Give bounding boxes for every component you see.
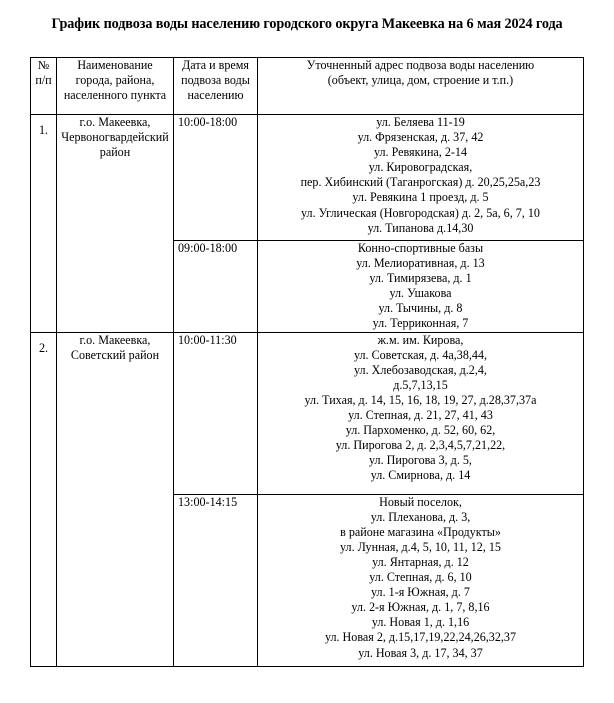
header-num-line: п/п	[35, 73, 52, 88]
row-num: 1.	[31, 115, 57, 333]
address-line: ул. Степная, д. 21, 27, 41, 43	[348, 408, 493, 423]
address-line: ул. Ревякина 1 проезд, д. 5	[352, 190, 489, 205]
address-line: ул. Ревякина, 2-14	[373, 145, 468, 160]
address-line: в районе магазина «Продукты»	[340, 524, 501, 539]
address-line: ул. Плеханова, д. 3,	[370, 509, 471, 524]
table-row	[31, 115, 584, 241]
address-line: ул. Советская, д. 4а,38,44,	[353, 347, 488, 362]
header-time-line: населению	[187, 88, 244, 103]
row-time: 09:00-18:00	[174, 241, 258, 333]
table-header-row	[31, 58, 584, 115]
address-line: ул. Кировоградская,	[368, 160, 473, 175]
address-line: ул. Новая 2, д.15,17,19,22,24,26,32,37	[324, 630, 517, 645]
row-time: 10:00-11:30	[174, 332, 258, 494]
address-line: ул. Лунная, д.4, 5, 10, 11, 12, 15	[340, 539, 501, 554]
address-line: ул. Пирогова 2, д. 2,3,4,5,7,21,22,	[335, 438, 506, 453]
location-line: г.о. Макеевка,	[79, 115, 151, 129]
address-line: ул. Тимирязева, д. 1	[369, 271, 472, 286]
address-line: ул. Типанова д.14,30	[367, 220, 474, 235]
address-line: пер. Хибинский (Таганрогская) д. 20,25,25а,23	[300, 175, 541, 190]
address-line: ул. Тычины, д. 8	[378, 301, 463, 316]
row-time: 13:00-14:15	[174, 494, 258, 666]
address-line: ул. Тихая, д. 14, 15, 16, 18, 19, 27, д.28,37,37а	[304, 392, 537, 407]
address-line: ул. Степная, д. 6, 10	[369, 570, 472, 585]
address-line: ул. Янтарная, д. 12	[372, 554, 469, 569]
header-time-line: подвоза воды	[181, 73, 250, 88]
header-name	[57, 58, 174, 115]
row-location	[57, 332, 174, 666]
header-name-line: населенного пункта	[63, 88, 167, 103]
row-addresses	[258, 494, 584, 666]
address-line: ул. Новая 1, д. 1,16	[371, 615, 470, 630]
row-location	[57, 115, 174, 333]
address-line: ж.м. им. Кирова,	[377, 332, 464, 347]
address-line: д.5,7,13,15	[393, 377, 448, 392]
address-line: ул. Хлебозаводская, д.2,4,	[354, 362, 487, 377]
row-num: 2.	[31, 332, 57, 666]
address-line: ул. 1-я Южная, д. 7	[371, 585, 470, 600]
location-line: район	[99, 145, 131, 160]
header-name-line: Наименование	[77, 58, 153, 72]
address-line: ул. Ушакова	[389, 286, 452, 301]
header-address-line: Уточненный адрес подвоза воды населению	[306, 58, 535, 72]
header-num-line: №	[37, 58, 50, 72]
address-line: ул. Смирнова, д. 14	[370, 468, 471, 483]
address-line: Новый поселок,	[379, 494, 462, 509]
row-addresses	[258, 115, 584, 241]
address-line: ул. Новая 3, д. 17, 34, 37	[358, 645, 483, 660]
row-addresses	[258, 241, 584, 333]
header-address-line: (объект, улица, дом, строение и т.п.)	[327, 73, 514, 88]
page-title: График подвоза воды населению городского округа Макеевка на 6 мая 2024 года	[51, 16, 563, 32]
table-row	[31, 332, 584, 494]
header-time-line: Дата и время	[182, 58, 249, 72]
schedule-table	[30, 57, 584, 667]
header-time	[174, 58, 258, 115]
address-line: ул. Мелиоративная, д. 13	[356, 256, 485, 271]
address-line: ул. 2-я Южная, д. 1, 7, 8,16	[351, 600, 490, 615]
location-line: Червоногвардейский	[61, 130, 169, 145]
header-num	[31, 58, 57, 115]
row-time: 10:00-18:00	[174, 115, 258, 241]
address-line: ул. Углическая (Новгородская) д. 2, 5а, 6, 7, 10	[301, 205, 540, 220]
header-name-line: города, района,	[75, 73, 155, 88]
location-line: г.о. Макеевка,	[79, 332, 151, 347]
address-line: ул. Фрязенская, д. 37, 42	[357, 130, 484, 145]
address-line: ул. Пирогова 3, д. 5,	[369, 453, 472, 468]
row-addresses	[258, 332, 584, 494]
address-line: ул. Беляева 11-19	[376, 115, 465, 129]
address-line: ул. Терриконная, 7	[372, 316, 469, 331]
address-line: Конно-спортивные базы	[357, 241, 484, 255]
location-line: Советский район	[70, 347, 160, 362]
address-line: ул. Пархоменко, д. 52, 60, 62,	[345, 423, 496, 438]
header-address	[258, 58, 584, 115]
